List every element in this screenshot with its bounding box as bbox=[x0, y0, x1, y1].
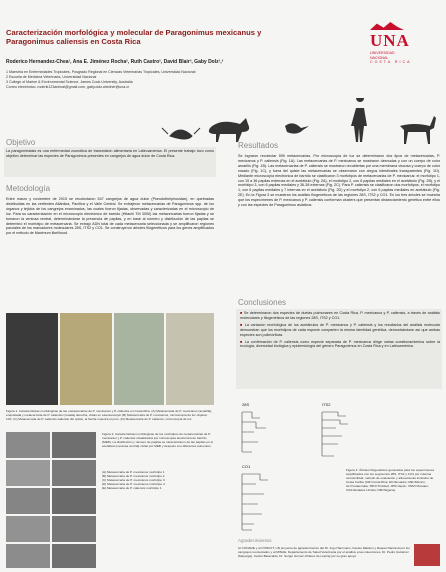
conclusion-bullet: ■ La variación morfológica de los acetábulos de P. mexicanus y P. caliensis y los resultados del análisis molecular demuestran que los morfotipos de cada especie comparten la misma identidad genética, demostrándose así que ambas especies son polimórficas. bbox=[240, 323, 440, 338]
fig3-label-28s: 28S bbox=[242, 402, 250, 407]
metodologia-heading: Metodología bbox=[6, 184, 51, 193]
deer-silhouette bbox=[400, 116, 436, 144]
agradecimientos-heading: Agradecimientos bbox=[238, 538, 272, 543]
una-logo-text: UNA bbox=[370, 31, 410, 50]
affiliations bbox=[6, 70, 336, 90]
objetivo-text: La paragonimiasis es una enfermedad zoonótica de transmisión alimentaria en Latinoamérica. El presente trabajo tuvo como objetivo determinar las especies de Paragonimus presentes en cangrejos de agua dulce de Costa Rica. bbox=[6, 149, 214, 158]
agradecimientos-text: Al CONARE y al CONICIT, UN proyecto de agradecimiento del Dr. Ingo Hammann, Fausto Mattioni y Raquel Nacional por los cangrejos recolectados y al MINAE, Departamento de Salud Veterinaria por el análisis a las colecciones, Dr. Pedro Gutiérrez (Mayorga), Carlos Baracaldo, Dr. Sergio Gómez-Chávez de Leipzig por su gran apoyo. bbox=[238, 546, 410, 558]
tree-28s bbox=[242, 412, 266, 452]
fig2-photo-d2 bbox=[52, 516, 96, 542]
fig2-list-item: (E) Metacercaria de P. caliensis morfotipo 1 bbox=[102, 486, 162, 490]
una-logo bbox=[370, 22, 440, 65]
fig2-photo-d1 bbox=[6, 516, 50, 542]
fig3-label-its2: ITS2 bbox=[322, 402, 331, 407]
fig3-label-co1: CO1 bbox=[242, 464, 251, 469]
fig2-photo-e1 bbox=[6, 544, 50, 568]
email-line: Correo electrónico: roderik123animal@gmail.com, gaby.dolz.wiedner@una.cr bbox=[6, 85, 130, 89]
tree-its2 bbox=[322, 412, 348, 456]
affiliation-line: 3 College of Marine & Environmental Science, James Cook University, Australia bbox=[6, 80, 133, 84]
fig2-list-item: (C) Metacercaria de P. mexicanus morfotipo 3 bbox=[102, 478, 165, 482]
fig2-list bbox=[102, 470, 214, 490]
affiliation-line: 2 Escuela de Medicina Veterinaria, Universidad Nacional bbox=[6, 75, 97, 79]
fig1-photo-c bbox=[114, 313, 164, 405]
fig1-caption: Figura 1. Características morfológicas de las metacercarias de P. mexicanus y P. caliensis en Costa Rica. (A) Metacercaria de P. mexicanus (amarilla), enquistada y metacercaria de P. caliensis (rosada) derecha, vistas en estereoscopio (B) Metacercaria de P. mexicanus, microscopía de luz objetivo 10X. (C) Metacercaria de P. caliensis saliendo del quiste, la flecha muestra el poro. (D) Metacercaria de P. caliensis, microscopía de luz. bbox=[6, 409, 213, 421]
fig2-list-item: (A) Metacercaria de P. mexicanus morfotipo 1 bbox=[102, 470, 165, 474]
fig2-caption: Figura 2. Características morfológicas de los morfotipos de metacercarias de P. mexicanus y P. caliensis visualizados por microscopía electrónica de barrido (MEB). La distribución y número de papilas se caracterizaron de las papilas en el acetábulo (ventosa ventral) vistas por MEB y después con diferentes aumentos. bbox=[102, 432, 214, 448]
una-logo-mark bbox=[370, 22, 404, 30]
fig2-photo-c1 bbox=[6, 488, 50, 514]
una-logo-sub1: UNIVERSIDAD bbox=[370, 51, 395, 55]
fig2-photo-c2 bbox=[52, 488, 96, 514]
fig1-photo-b bbox=[60, 313, 112, 405]
fig2-photo-a2 bbox=[52, 432, 96, 458]
poster-title: Caracterización morfológica y molecular de Paragonimus mexicanus y Paragonimus caliensis en Costa Rica bbox=[6, 28, 262, 46]
crab-silhouette bbox=[162, 128, 200, 139]
metodologia-text: Entre marzo y noviembre de 2015 se recolectaron 547 cangrejos de agua dulce (Pseudothelphusidae), en quebradas distribuidas en las vertientes Atlántica, Pacífica y el Valle Central. Se extrajeron metacercarias de Paragonimus spp. de los órganos y tejidos de los cangrejos examinados, las cuales fueron fijadas, observadas y caracterizadas en el microscopio de luz. Para su caracterización en el microscopio electrónico de barrido (Hitachi TM 3000) las metacercarias fueron fijadas y se tomaron la ventosa ventral, determinándose la presencia de papilas, y en base al número y distribución de las papilas se determinó el morfotipo de metacercaria. Se extrajo ADN total de cada metacercaria seleccionada y se amplificaron regiones parciales de los marcadores moleculares 28S, ITS2 y CO1. Se construyeron árboles filogenéticos para los genes amplificados por el método de Maximum likelihood. bbox=[6, 197, 214, 236]
fig2-list-item: (D) Metacercaria de P. mexicanus morfotipo 4 bbox=[102, 482, 165, 486]
una-logo-sub3: COSTA RICA bbox=[370, 60, 412, 64]
fig2-photo-b2 bbox=[52, 460, 96, 486]
fig1-photo-d bbox=[166, 313, 214, 405]
fig2-photo-e2 bbox=[52, 544, 96, 568]
authors: Roderico Hernandez-Chea¹, Ana E. Jiménez Rocha², Ruth Castro², David Blair³, Gaby Dolz¹,² bbox=[6, 59, 224, 65]
fig3-caption: Figura 3. Árboles filogenéticos generados para los especímenes amplificados con los segmentos 28S, ITS2 y CO1 por máxima verosimilitud, método de evaluación y alineamiento incluidos de Costa Caribe (CR=Costa Rica; EC=Ecuador; ME=México; GU=Guatemala; TRN=Trinidad; JPN=Japón; VNM=Vietnam; USA=Estados Unidos; NM=Nigeria). bbox=[346, 468, 435, 492]
fig1-photo-a bbox=[6, 313, 58, 405]
conclusiones-list bbox=[240, 311, 440, 351]
una-logo-sub2: NACIONAL bbox=[370, 55, 389, 60]
bird-silhouette bbox=[285, 123, 309, 133]
resultados-text: Se lograron recolectar 599 metacercarias. Por microscopía de luz se determinaron dos tipos de metacercarias, P. mexicanus y P. caliensis (Fig. 1A). Las metacercarias de P. mexicanus se mostraron desnudas y con un cuerpo de color amarillo (Fig. 1B). Las metacercarias de P. caliensis se mostraron recubiertas por una membrana viscosa y cuerpo de color rosado (Fig. 1C), y fuera del quiste las metacercarias se observaron con ciegos intestinales transparentes (Fig. 1D). Mediante microscopía electrónica de barrido se clasificaron 3 morfotipos de metacercarias de P. mexicanus: el morfotipo 1, con 19 a 36 papilas externas en el acetábulo (Fig. 2A), el morfotipo 2, con 6 papilas mediales en el acetábulo (Fig. 2B), y el morfotipo 3, con 6 papilas mediales y 36-38 externas (Fig. 2C). Para P. caliensis se clasificaron dos morfotipos, el morfotipo 1, con 6 papilas mediales y 7 internas en el acetábulo (Fig. 2D) y el morfotipo 2, con 6 papilas mediales en acetábulo (Fig. 2E). En la Figura 3 se muestran los análisis filogenéticos de las regiones 28S, ITS2 y CO1. En los tres árboles se muestra que los especímenes de P. mexicanus y P. caliensis conforman clusters que presentan distanciamiento genético entre ellos y con las especies de Paragonimus asiáticos. bbox=[238, 154, 440, 208]
human-silhouette bbox=[351, 98, 367, 142]
fox-silhouette bbox=[209, 118, 249, 142]
conclusion-bullet: ■ La confirmación de P. caliensis como especie separada de P. mexicanus dirige varias cuestionamientos sobre la ecología, diversidad biológica y epidemiología del género Paragonimus en Costa Rica y en Latinoamérica. bbox=[240, 340, 440, 350]
fig2-photo-b1 bbox=[6, 460, 50, 486]
resultados-heading: Resultados bbox=[238, 141, 279, 150]
tree-co1 bbox=[242, 474, 268, 530]
conclusiones-heading: Conclusiones bbox=[238, 298, 287, 307]
affiliation-line: 1 Maestría en Enfermedades Tropicales, Posgrado Regional en Ciencias Veterinarias Tropicales, Universidad Nacional bbox=[6, 70, 196, 74]
conclusion-bullet: ■ Se determinaron dos especies de duelas pulmonares en Costa Rica, P. mexicanus y P. caliensis, a través de análisis moleculares y filogenéticos de las regiones 28S, ITS2 y CO1. bbox=[240, 311, 440, 321]
sponsor-logo bbox=[414, 544, 440, 566]
fig2-photo-a1 bbox=[6, 432, 50, 458]
fig2-list-item: (B) Metacercaria de P. mexicanus morfotipo 2 bbox=[102, 474, 165, 478]
objetivo-heading: Objetivo bbox=[6, 138, 36, 147]
